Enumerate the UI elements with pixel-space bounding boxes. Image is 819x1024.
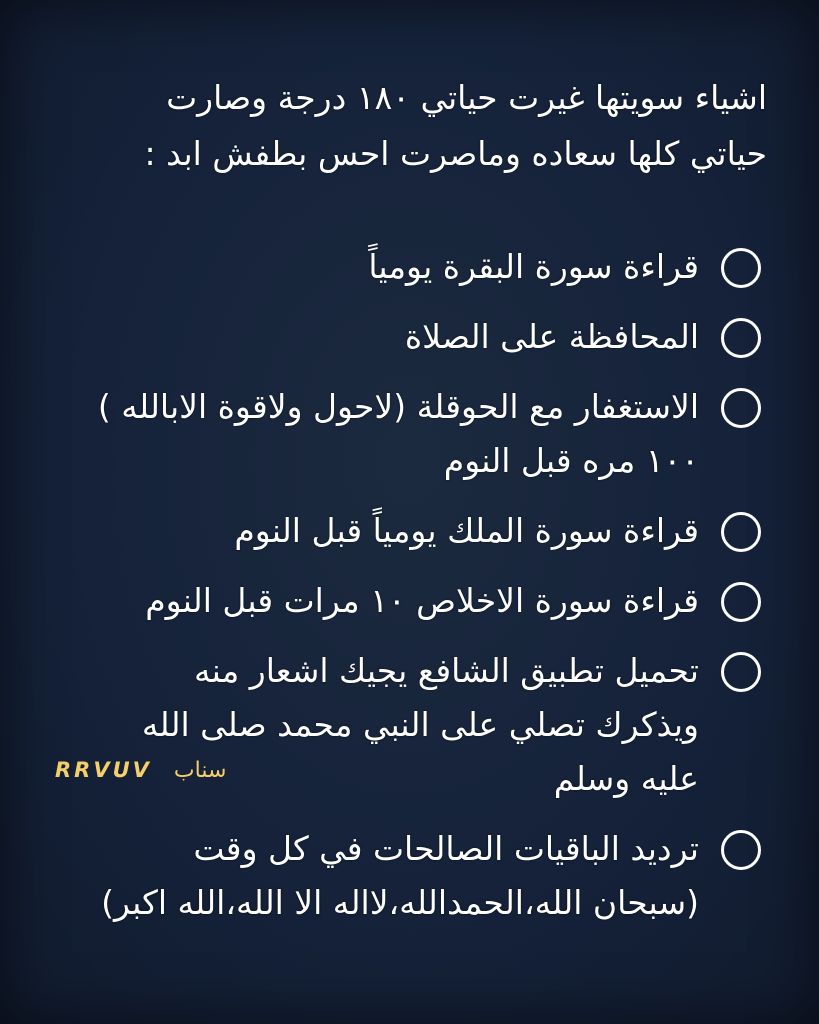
checklist-item-text: قراءة سورة الملك يومياً قبل النوم (234, 511, 699, 550)
empty-circle-icon[interactable] (721, 582, 761, 622)
intro-line-2: حياتي كلها سعاده وماصرت احس بطفش ابد : (144, 134, 767, 173)
checklist-item (41, 504, 761, 558)
checklist-item (41, 240, 761, 294)
watermark-handle: RRVUV (55, 758, 152, 782)
empty-circle-icon[interactable] (721, 248, 761, 288)
empty-circle-icon[interactable] (721, 652, 761, 692)
checklist-item (41, 822, 761, 930)
checklist-item-text: الاستغفار مع الحوقلة (لاحول ولاقوة الابالله ) ١٠٠ مره قبل النوم (97, 387, 699, 480)
empty-circle-icon[interactable] (721, 512, 761, 552)
checklist-item (41, 574, 761, 628)
intro-line-1: اشياء سويتها غيرت حياتي ١٨٠ درجة وصارت (166, 78, 767, 117)
watermark-label: سناب (173, 758, 227, 783)
checklist-item-text: قراءة سورة الاخلاص ١٠ مرات قبل النوم (145, 581, 699, 620)
intro-text (67, 70, 767, 182)
checklist-item (41, 310, 761, 364)
checklist (41, 240, 761, 946)
empty-circle-icon[interactable] (721, 318, 761, 358)
checklist-item (41, 380, 761, 488)
checklist-item-text: تحميل تطبيق الشافع يجيك اشعار منه ويذكرك تصلي على النبي محمد صلى الله عليه وسلم (141, 651, 699, 798)
empty-circle-icon[interactable] (721, 388, 761, 428)
checklist-item-text: المحافظة على الصلاة (404, 317, 699, 356)
empty-circle-icon[interactable] (721, 830, 761, 870)
checklist-item-text: قراءة سورة البقرة يومياً (368, 247, 699, 286)
checklist-item-text: ترديد الباقيات الصالحات في كل وقت (سبحان الله،الحمدالله،لااله الا الله،الله اكبر) (101, 829, 699, 922)
snapchat-watermark (55, 758, 226, 783)
